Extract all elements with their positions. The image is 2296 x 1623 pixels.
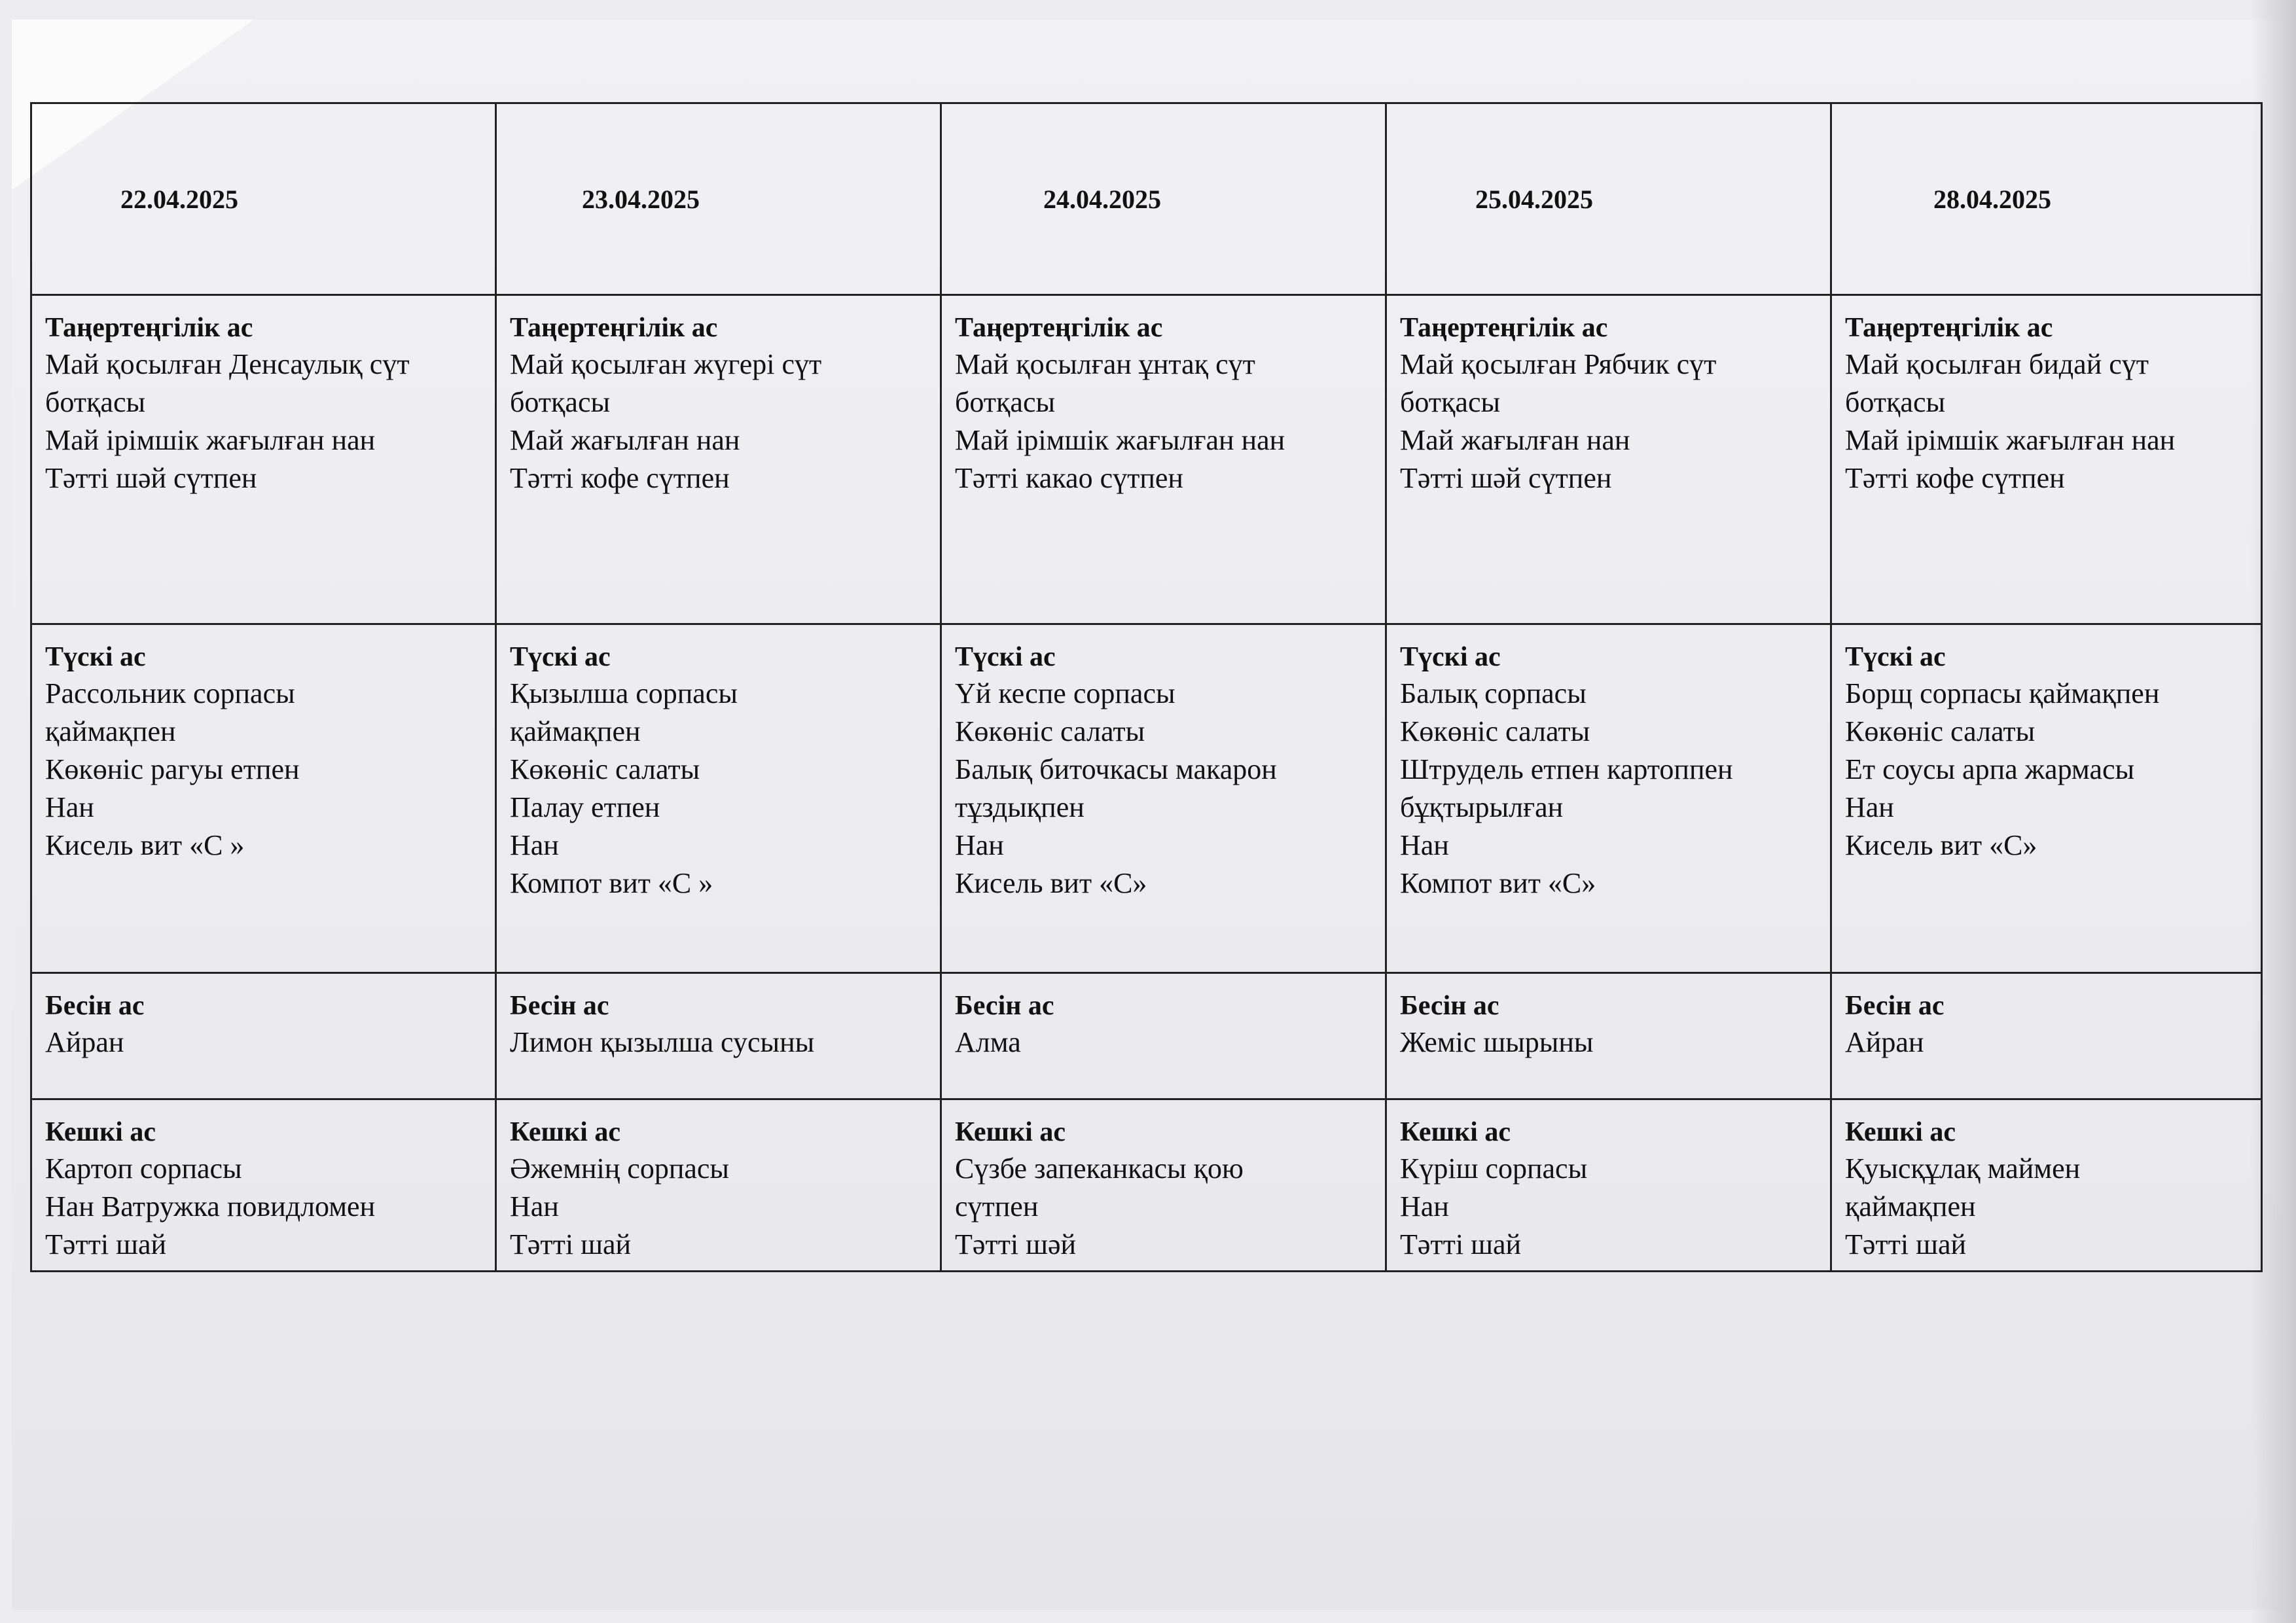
snack-cell: [1831, 973, 2262, 1099]
meal-title: Кешкі ас: [955, 1117, 1066, 1147]
dish-line: Май қосылған жүгері сүт: [510, 348, 822, 380]
meal-title: Таңертеңгілік ас: [1400, 313, 1608, 343]
date-label: 22.04.2025: [120, 184, 238, 214]
date-label: 25.04.2025: [1475, 184, 1593, 214]
dish-line: Әжемнің сорпасы: [510, 1152, 729, 1185]
dish-line: Нан: [510, 829, 559, 861]
meal-title: Кешкі ас: [45, 1117, 156, 1147]
meal-title: Түскі ас: [45, 642, 146, 672]
dish-line: Нан: [1400, 1190, 1449, 1222]
dish-line: ботқасы: [45, 386, 146, 418]
dish-line: Балық сорпасы: [1400, 677, 1587, 709]
snack-cell: [31, 973, 496, 1099]
dish-line: Штрудель етпен картоппен: [1400, 753, 1733, 785]
meal-title: Түскі ас: [1845, 642, 1946, 672]
dish-line: қаймақпен: [510, 715, 641, 747]
weekly-menu-table: [30, 102, 2263, 1272]
dish-line: Май ірімшік жағылған нан: [1845, 424, 2176, 456]
dish-line: Тәтті шәй сүтпен: [45, 462, 257, 494]
dish-line: Май жағылған нан: [510, 424, 740, 456]
lunch-cell: [1386, 624, 1831, 973]
meal-title: Түскі ас: [510, 642, 611, 672]
lunch-cell: [496, 624, 941, 973]
dish-line: Тәтті шәй: [955, 1228, 1077, 1260]
dish-line: Май ірімшік жағылған нан: [955, 424, 1285, 456]
dish-line: қаймақпен: [45, 715, 176, 747]
lunch-row: [31, 624, 2262, 973]
snack-cell: [1386, 973, 1831, 1099]
dish-line: Көкөніс рагуы етпен: [45, 753, 300, 785]
dish-line: Балық биточкасы макарон: [955, 753, 1277, 785]
dish-line: Қуысқұлақ маймен: [1845, 1152, 2081, 1185]
meal-title: Таңертеңгілік ас: [1845, 313, 2053, 343]
meal-title: Бесін ас: [955, 991, 1054, 1021]
dinner-cell: [941, 1099, 1386, 1272]
dish-line: Нан: [955, 829, 1004, 861]
dish-line: ботқасы: [510, 386, 611, 418]
dish-line: Май жағылған нан: [1400, 424, 1630, 456]
dish-line: Картоп сорпасы: [45, 1152, 242, 1185]
dish-line: Нан: [1845, 791, 1894, 823]
dish-line: бұқтырылған: [1400, 791, 1564, 823]
dish-line: Күріш сорпасы: [1400, 1152, 1588, 1185]
dish-line: Алма: [955, 1026, 1021, 1058]
dish-line: Тәтті шай: [1845, 1228, 1967, 1260]
date-label: 23.04.2025: [582, 184, 700, 214]
dish-line: Тәтті шай: [45, 1228, 167, 1260]
meal-title: Кешкі ас: [1400, 1117, 1511, 1147]
date-header-cell: [31, 103, 496, 295]
dish-line: Май қосылған Денсаулық сүт: [45, 348, 410, 380]
breakfast-row: [31, 295, 2262, 624]
dish-line: Рассольник сорпасы: [45, 677, 295, 709]
snack-row: [31, 973, 2262, 1099]
dish-line: тұздықпен: [955, 791, 1085, 823]
meal-title: Таңертеңгілік ас: [955, 313, 1163, 343]
dish-line: Тәтті какао сүтпен: [955, 462, 1183, 494]
dish-line: Компот вит «С »: [510, 867, 713, 899]
breakfast-cell: [1386, 295, 1831, 624]
dish-line: Май ірімшік жағылған нан: [45, 424, 376, 456]
meal-title: Кешкі ас: [1845, 1117, 1956, 1147]
date-label: 28.04.2025: [1933, 184, 2051, 214]
dish-line: ботқасы: [1400, 386, 1501, 418]
snack-cell: [941, 973, 1386, 1099]
dish-line: Нан: [1400, 829, 1449, 861]
dish-line: Айран: [1845, 1026, 1924, 1058]
dish-line: ботқасы: [1845, 386, 1946, 418]
breakfast-cell: [941, 295, 1386, 624]
snack-cell: [496, 973, 941, 1099]
dinner-cell: [1831, 1099, 2262, 1272]
meal-title: Бесін ас: [45, 991, 145, 1021]
dish-line: Тәтті шай: [1400, 1228, 1522, 1260]
meal-title: Түскі ас: [1400, 642, 1501, 672]
meal-title: Түскі ас: [955, 642, 1056, 672]
dish-line: Палау етпен: [510, 791, 660, 823]
date-header-cell: [1386, 103, 1831, 295]
date-header-cell: [496, 103, 941, 295]
dish-line: Жеміс шырыны: [1400, 1026, 1594, 1058]
dish-line: Кисель вит «С»: [1845, 829, 2037, 861]
meal-title: Бесін ас: [510, 991, 609, 1021]
dish-line: Нан Ватружка повидломен: [45, 1190, 376, 1222]
dish-line: сүтпен: [955, 1190, 1039, 1222]
lunch-cell: [31, 624, 496, 973]
dish-line: ботқасы: [955, 386, 1056, 418]
dinner-cell: [1386, 1099, 1831, 1272]
dish-line: Нан: [45, 791, 94, 823]
dish-line: Май қосылған Рябчик сүт: [1400, 348, 1717, 380]
dish-line: Айран: [45, 1026, 124, 1058]
dish-line: Үй кеспе сорпасы: [955, 677, 1175, 709]
dish-line: Көкөніс салаты: [510, 753, 700, 785]
meal-title: Таңертеңгілік ас: [45, 313, 253, 343]
dish-line: Ет соусы арпа жармасы: [1845, 753, 2135, 785]
dish-line: Кисель вит «С»: [955, 867, 1147, 899]
meal-title: Кешкі ас: [510, 1117, 620, 1147]
meal-title: Бесін ас: [1400, 991, 1499, 1021]
date-header-cell: [1831, 103, 2262, 295]
lunch-cell: [941, 624, 1386, 973]
dish-line: Нан: [510, 1190, 559, 1222]
date-header-row: [31, 103, 2262, 295]
dish-line: Қызылша сорпасы: [510, 677, 738, 709]
breakfast-cell: [1831, 295, 2262, 624]
breakfast-cell: [31, 295, 496, 624]
dinner-cell: [31, 1099, 496, 1272]
breakfast-cell: [496, 295, 941, 624]
dish-line: Компот вит «С»: [1400, 867, 1596, 899]
dish-line: Тәтті шай: [510, 1228, 632, 1260]
dish-line: Тәтті кофе сүтпен: [510, 462, 730, 494]
dinner-row: [31, 1099, 2262, 1272]
dish-line: Тәтті шәй сүтпен: [1400, 462, 1612, 494]
meal-title: Таңертеңгілік ас: [510, 313, 718, 343]
meal-title: Бесін ас: [1845, 991, 1945, 1021]
dish-line: Борщ сорпасы қаймақпен: [1845, 677, 2160, 709]
dinner-cell: [496, 1099, 941, 1272]
dish-line: Май қосылған ұнтақ сүт: [955, 348, 1255, 380]
date-header-cell: [941, 103, 1386, 295]
dish-line: Көкөніс салаты: [1845, 715, 2036, 747]
dish-line: Көкөніс салаты: [1400, 715, 1590, 747]
dish-line: Сүзбе запеканкасы қою: [955, 1152, 1244, 1185]
lunch-cell: [1831, 624, 2262, 973]
dish-line: Тәтті кофе сүтпен: [1845, 462, 2065, 494]
dish-line: Көкөніс салаты: [955, 715, 1145, 747]
date-label: 24.04.2025: [1043, 184, 1161, 214]
dish-line: Кисель вит «С »: [45, 829, 245, 861]
dish-line: Май қосылған бидай сүт: [1845, 348, 2149, 380]
dish-line: қаймақпен: [1845, 1190, 1976, 1222]
dish-line: Лимон қызылша сусыны: [510, 1026, 815, 1058]
